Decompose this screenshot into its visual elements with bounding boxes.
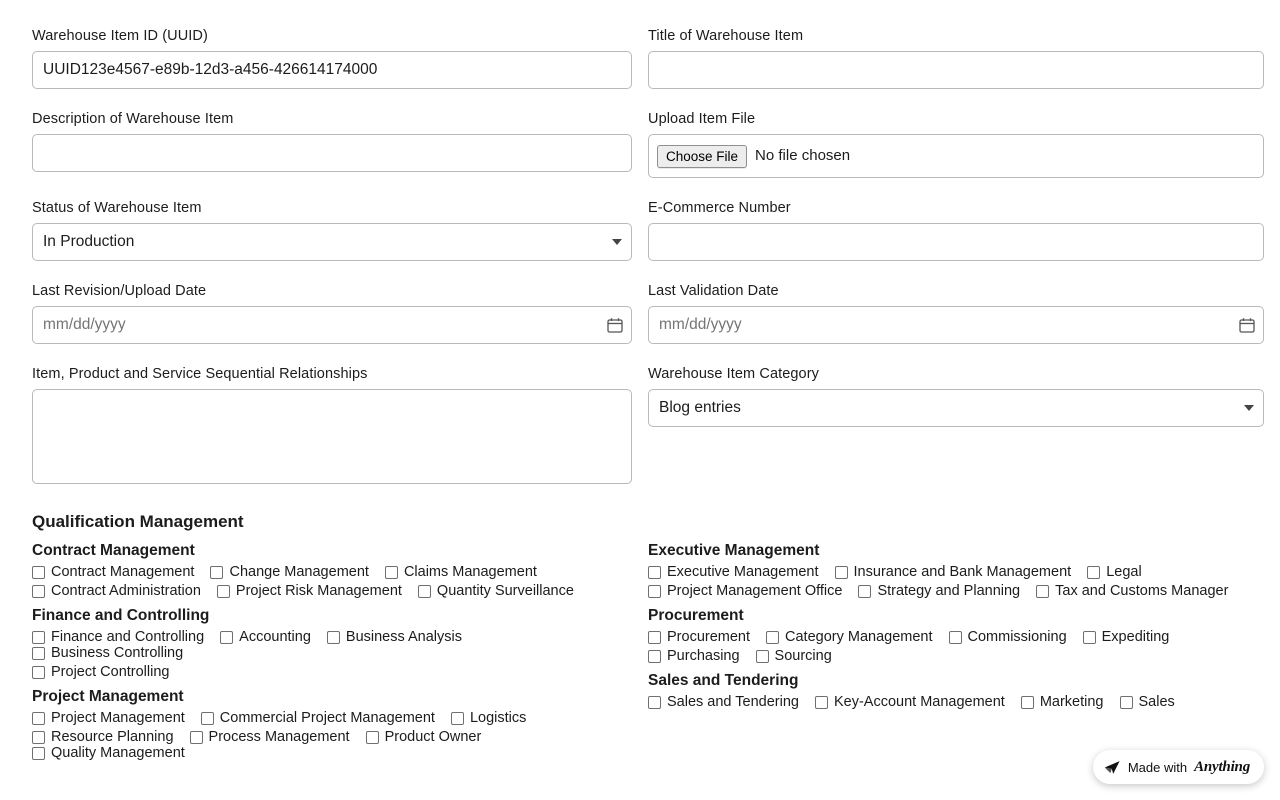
checkbox-box[interactable] — [1036, 585, 1049, 598]
checkbox-label: Expediting — [1101, 629, 1170, 645]
group-title: Sales and Tendering — [648, 672, 799, 689]
checkbox-box[interactable] — [327, 631, 340, 644]
checkbox-item[interactable] — [949, 629, 1067, 645]
checkbox-box[interactable] — [32, 647, 45, 660]
checkbox-box[interactable] — [32, 712, 45, 725]
group-title: Project Management — [32, 688, 184, 705]
checkbox-box[interactable] — [648, 631, 661, 644]
checkbox-label: Project Management Office — [667, 583, 843, 599]
checkbox-item[interactable] — [648, 564, 819, 580]
checkbox-box[interactable] — [32, 631, 45, 644]
field-description — [32, 111, 632, 178]
group-title: Executive Management — [648, 542, 820, 559]
checkbox-label: Commercial Project Management — [219, 710, 435, 726]
checkbox-item[interactable] — [648, 583, 842, 599]
checkbox-label: Insurance and Bank Management — [853, 564, 1072, 580]
checkbox-box[interactable] — [648, 696, 661, 709]
checkbox-box[interactable] — [1021, 696, 1034, 709]
checkbox-box[interactable] — [32, 747, 45, 760]
checkbox-group — [648, 629, 1264, 664]
checkbox-item[interactable] — [32, 629, 204, 645]
input-title[interactable] — [648, 51, 1264, 89]
last-validation-date-wrapper[interactable] — [648, 306, 1264, 344]
checkbox-label: Project Management — [51, 710, 185, 726]
checkbox-label: Logistics — [469, 710, 527, 726]
checkbox-label: Contract Management — [51, 564, 195, 580]
checkbox-box[interactable] — [1120, 696, 1133, 709]
input-uuid[interactable] — [32, 51, 632, 89]
group-title: Finance and Controlling — [32, 607, 210, 624]
checkbox-item[interactable] — [32, 564, 194, 580]
checkbox-row — [32, 710, 632, 726]
checkbox-label: Claims Management — [403, 564, 537, 580]
checkbox-box[interactable] — [648, 650, 661, 663]
checkbox-label: Finance and Controlling — [51, 629, 205, 645]
checkbox-item[interactable] — [217, 583, 402, 599]
checkbox-label: Project Controlling — [51, 664, 170, 680]
checkbox-item[interactable] — [327, 629, 462, 645]
badge-brand-any: Any — [1194, 758, 1219, 775]
checkbox-label: Sourcing — [774, 648, 832, 664]
badge-prefix: Made with — [1127, 759, 1188, 775]
label-description: Description of Warehouse Item — [32, 111, 234, 127]
badge-brand-thing: thing — [1218, 758, 1250, 775]
checkbox-box[interactable] — [756, 650, 769, 663]
field-uuid — [32, 28, 632, 89]
field-category — [648, 366, 1264, 484]
checkbox-row — [648, 629, 1264, 645]
input-description[interactable] — [32, 134, 632, 172]
checkbox-box[interactable] — [190, 731, 203, 744]
field-upload — [648, 111, 1264, 178]
checkbox-item[interactable] — [210, 564, 368, 580]
checkbox-item[interactable] — [815, 694, 1005, 710]
field-title — [648, 28, 1264, 89]
checkbox-label: Accounting — [239, 629, 311, 645]
checkbox-row — [32, 729, 632, 761]
checkbox-box[interactable] — [32, 566, 45, 579]
input-last-validation-date[interactable] — [648, 306, 1264, 344]
checkbox-label: Sales — [1138, 694, 1175, 710]
group-title: Contract Management — [32, 542, 195, 559]
checkbox-box[interactable] — [949, 631, 962, 644]
checkbox-item[interactable] — [756, 648, 832, 664]
checkbox-item[interactable] — [32, 710, 185, 726]
checkbox-item[interactable] — [32, 729, 174, 745]
status-select-wrapper[interactable] — [32, 223, 632, 261]
label-status: Status of Warehouse Item — [32, 200, 202, 216]
field-last-validation-date — [648, 283, 1264, 344]
checkbox-box[interactable] — [766, 631, 779, 644]
checkbox-item[interactable] — [190, 729, 350, 745]
checkbox-item[interactable] — [366, 729, 482, 745]
checkbox-label: Tax and Customs Manager — [1055, 583, 1229, 599]
checkbox-label: Project Risk Management — [235, 583, 402, 599]
checkbox-box[interactable] — [648, 585, 661, 598]
checkbox-label: Key-Account Management — [833, 694, 1005, 710]
checkbox-label: Commissioning — [967, 629, 1067, 645]
group-title: Procurement — [648, 607, 744, 624]
badge-brand — [1194, 759, 1250, 776]
checkbox-label: Quantity Surveillance — [436, 583, 574, 599]
checkbox-box[interactable] — [385, 566, 398, 579]
checkbox-item[interactable] — [858, 583, 1020, 599]
checkbox-item[interactable] — [648, 694, 799, 710]
checkbox-item[interactable] — [766, 629, 933, 645]
checkbox-row — [648, 648, 1264, 664]
checkbox-item[interactable] — [1087, 564, 1141, 580]
qualification-columns — [32, 534, 1248, 765]
paper-plane-icon — [1104, 759, 1121, 776]
checkbox-group — [32, 710, 632, 761]
qualification-right-column — [648, 534, 1264, 765]
checkbox-item[interactable] — [32, 745, 185, 761]
checkbox-item[interactable] — [385, 564, 537, 580]
checkbox-label: Product Owner — [384, 729, 482, 745]
checkbox-label: Legal — [1106, 564, 1142, 580]
checkbox-label: Strategy and Planning — [877, 583, 1021, 599]
field-ecommerce — [648, 200, 1264, 261]
qualification-management-section — [32, 512, 1248, 765]
checkbox-item[interactable] — [648, 629, 750, 645]
checkbox-group — [648, 694, 1264, 710]
checkbox-label: Business Analysis — [345, 629, 462, 645]
checkbox-box[interactable] — [418, 585, 431, 598]
qualification-left-column — [32, 534, 632, 765]
input-last-revision-date[interactable] — [32, 306, 632, 344]
checkbox-item[interactable] — [835, 564, 1072, 580]
checkbox-label: Business Controlling — [51, 645, 184, 661]
label-title: Title of Warehouse Item — [648, 28, 804, 44]
checkbox-group — [32, 564, 632, 599]
checkbox-box[interactable] — [32, 731, 45, 744]
checkbox-item[interactable] — [201, 710, 435, 726]
last-revision-date-wrapper[interactable] — [32, 306, 632, 344]
label-relationships: Item, Product and Service Sequential Relationships — [32, 366, 368, 382]
checkbox-row — [32, 583, 632, 599]
category-select-wrapper[interactable] — [648, 389, 1264, 427]
select-status[interactable] — [32, 223, 632, 261]
checkbox-label: Executive Management — [667, 564, 819, 580]
choose-file-button[interactable]: Choose File — [657, 145, 747, 168]
checkbox-row — [32, 629, 632, 661]
checkbox-item[interactable] — [1083, 629, 1170, 645]
checkbox-row — [648, 583, 1264, 599]
checkbox-item[interactable] — [648, 648, 740, 664]
checkbox-box[interactable] — [815, 696, 828, 709]
checkbox-row — [32, 664, 632, 680]
checkbox-box[interactable] — [648, 566, 661, 579]
field-status — [32, 200, 632, 261]
checkbox-label: Sales and Tendering — [667, 694, 799, 710]
label-ecommerce: E-Commerce Number — [648, 200, 791, 216]
checkbox-item[interactable] — [32, 645, 183, 661]
label-last-revision-date: Last Revision/Upload Date — [32, 283, 207, 299]
checkbox-item[interactable] — [1036, 583, 1228, 599]
checkbox-label: Change Management — [229, 564, 369, 580]
field-last-revision-date — [32, 283, 632, 344]
checkbox-label: Process Management — [208, 729, 350, 745]
checkbox-group — [32, 629, 632, 680]
checkbox-group — [648, 564, 1264, 599]
checkbox-label: Purchasing — [667, 648, 740, 664]
checkbox-item[interactable] — [32, 664, 169, 680]
checkbox-box[interactable] — [217, 585, 230, 598]
checkbox-item[interactable] — [32, 583, 201, 599]
select-category[interactable] — [648, 389, 1264, 427]
input-ecommerce[interactable] — [648, 223, 1264, 261]
checkbox-box[interactable] — [1083, 631, 1096, 644]
checkbox-label: Category Management — [785, 629, 933, 645]
checkbox-item[interactable] — [1120, 694, 1175, 710]
checkbox-box[interactable] — [220, 631, 233, 644]
file-input-wrapper[interactable] — [648, 134, 1264, 178]
checkbox-box[interactable] — [32, 585, 45, 598]
checkbox-item[interactable] — [1021, 694, 1104, 710]
checkbox-box[interactable] — [201, 712, 214, 725]
checkbox-row — [648, 694, 1264, 710]
checkbox-label: Resource Planning — [51, 729, 174, 745]
checkbox-item[interactable] — [451, 710, 526, 726]
checkbox-row — [32, 564, 632, 580]
made-with-badge[interactable] — [1093, 750, 1264, 784]
file-status-text: No file chosen — [755, 147, 851, 164]
label-upload: Upload Item File — [648, 111, 756, 127]
label-category: Warehouse Item Category — [648, 366, 820, 382]
section-title-qualification: Qualification Management — [32, 512, 244, 531]
checkbox-box[interactable] — [32, 666, 45, 679]
checkbox-box[interactable] — [1087, 566, 1100, 579]
checkbox-label: Quality Management — [51, 745, 185, 761]
checkbox-item[interactable] — [418, 583, 574, 599]
input-relationships[interactable] — [32, 389, 632, 484]
checkbox-box[interactable] — [835, 566, 848, 579]
label-uuid: Warehouse Item ID (UUID) — [32, 28, 208, 44]
checkbox-row — [648, 564, 1264, 580]
form-grid — [32, 28, 1248, 506]
checkbox-box[interactable] — [366, 731, 379, 744]
field-relationships — [32, 366, 632, 484]
checkbox-box[interactable] — [210, 566, 223, 579]
checkbox-label: Marketing — [1039, 694, 1104, 710]
checkbox-label: Procurement — [667, 629, 751, 645]
checkbox-item[interactable] — [220, 629, 311, 645]
checkbox-box[interactable] — [858, 585, 871, 598]
label-last-validation-date: Last Validation Date — [648, 283, 779, 299]
checkbox-label: Contract Administration — [51, 583, 201, 599]
checkbox-box[interactable] — [451, 712, 464, 725]
